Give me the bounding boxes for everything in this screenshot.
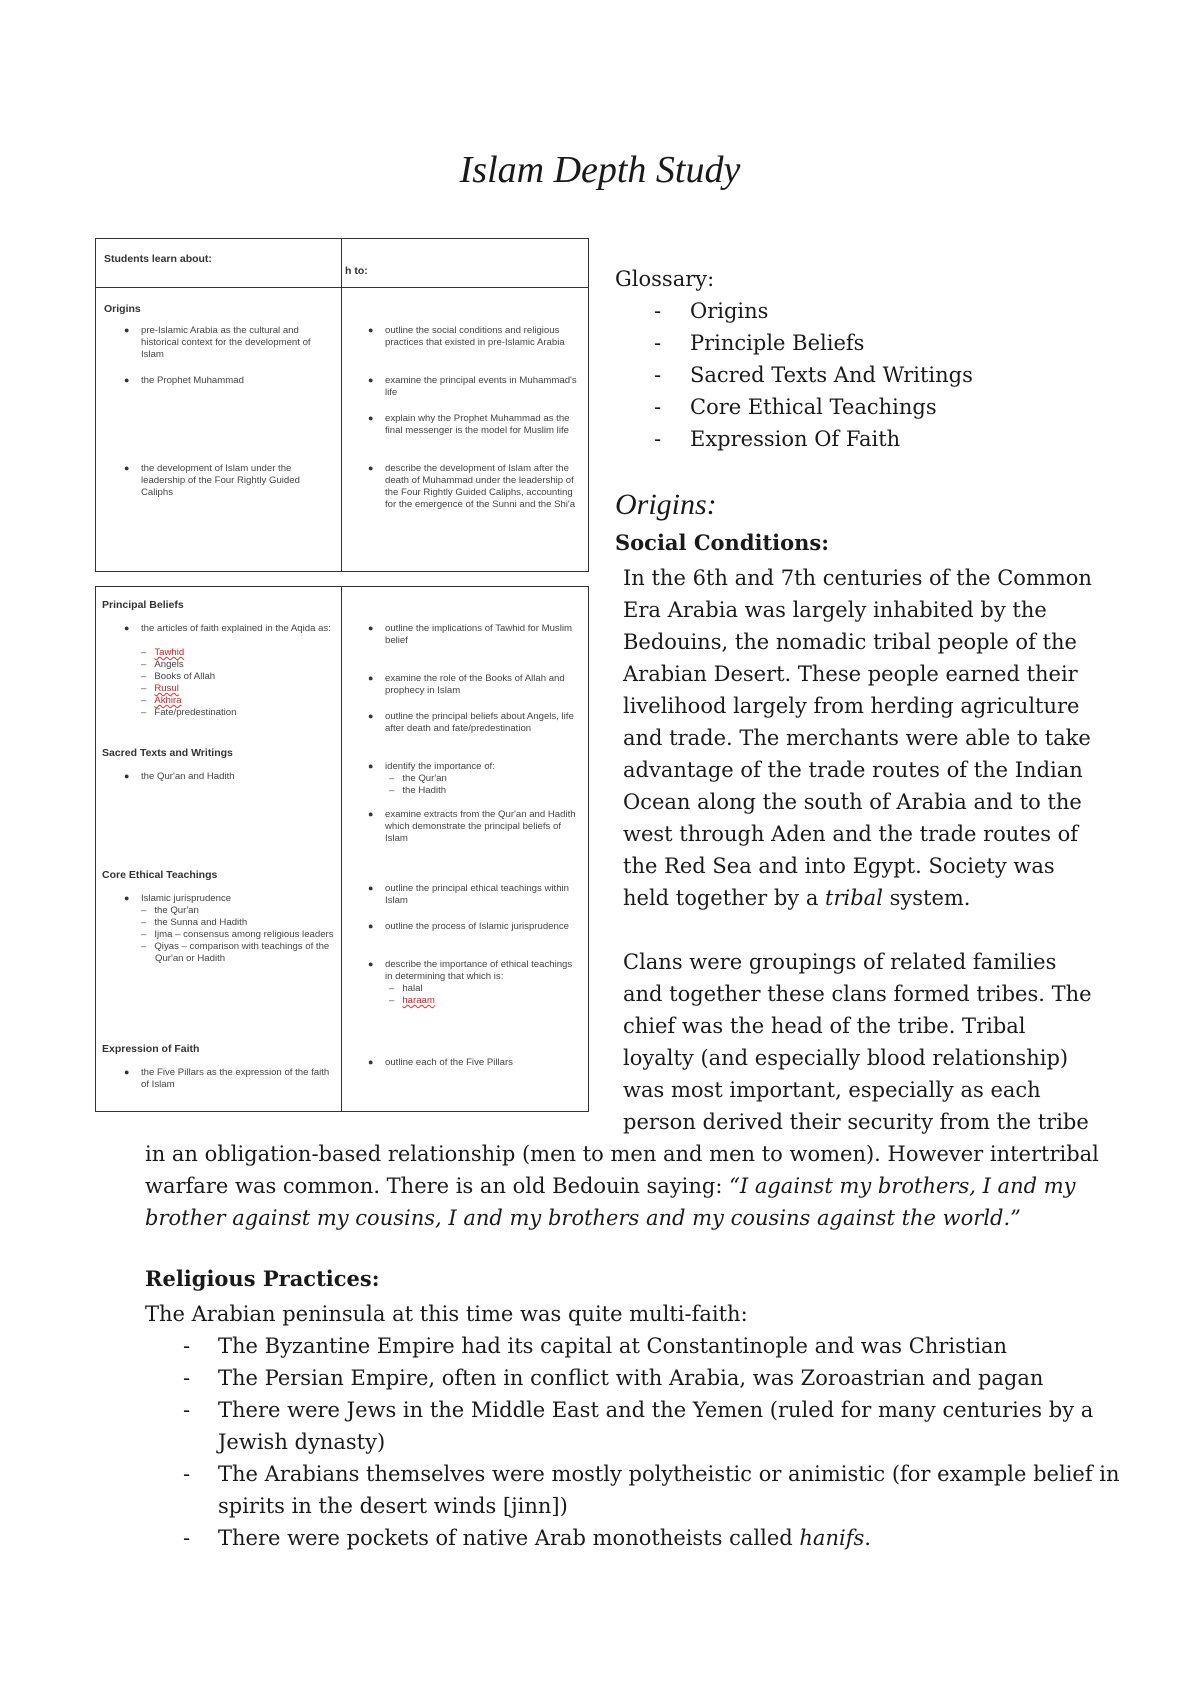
subheading-religious-practices: Religious Practices: [145,1266,380,1291]
syllabus-table-beliefs: Principal Beliefs ● the articles of faith explained in the Aqida as: – Tawhid – Angels – Books of Allah – Rusul – Akhira – Fate/predestination ● outline the implications of Tawhid for Muslim belief ● examine the role of the Books of Allah and prophecy in Islam ● outline the principal beliefs about Angels, life after death and fate/predestination Sacred Texts and Writings ● the Qur'an and Hadith ● identify the importance of: – the Qur'an – the Hadith ● examine extracts from the Qur'an and Hadith which demonstrate the principal beliefs of Islam Core Ethical Teachings ● Islamic jurisprudence – the Qur'an – the Sunna and Hadith – Ijma – consensus among religious leaders – Qiyas – comparison with teachings of the Qur'an or Hadith ● outline the principal ethical teachings within Islam ● outline the process of Islamic jurisprudence ● describe the importance of ethical teachings in determining that which is: – halal – haraam Expression of Faith ● the Five Pillars as the expression of the faith of Islam ● outline each of the Five Pillars [95,586,589,1112]
document-title: Islam Depth Study [459,149,741,191]
outcome-item: explain why the Prophet Muhammad as the final messenger is the model for Muslim life [385,413,570,436]
section-heading-origins: Origins: [615,488,717,521]
section-heading: Principal Beliefs [102,599,184,611]
glossary-item: Core Ethical Teachings [690,395,937,419]
outcome-item: outline the principal beliefs about Angels, life after death and fate/predestination [385,711,574,734]
sub-list: – halal – haraam [389,983,435,1006]
list-item: The Arabians themselves were mostly polytheistic or animistic (for example belief in [218,1462,1120,1486]
outcome-item: outline the social conditions and religious practices that existed in pre-Islamic Arabia [385,325,565,348]
list-item-cont: Jewish dynasty) [218,1430,386,1454]
section-heading-origins: Origins [104,303,141,315]
glossary-item: Origins [690,299,769,323]
learn-item: the Qur'an and Hadith [141,771,235,782]
learn-item: pre-Islamic Arabia as the cultural and historical context for the development of Islam [141,325,311,360]
learn-item: the articles of faith explained in the Aqida as: [141,623,331,634]
outcome-item: outline the principal ethical teachings within Islam [385,883,569,906]
outcome-item: examine extracts from the Qur'an and Hadith which demonstrate the principal beliefs of Islam [385,809,576,844]
list-item: There were Jews in the Middle East and the Yemen (ruled for many centuries by a [218,1398,1094,1422]
sub-list: – Tawhid – Angels – Books of Allah – Rusul – Akhira – Fate/predestination [141,647,237,718]
section-heading: Sacred Texts and Writings [102,747,233,759]
outcome-item: examine the role of the Books of Allah and prophecy in Islam [385,673,565,696]
learn-item: the development of Islam under the leadership of the Four Rightly Guided Caliphs [141,463,300,498]
religious-intro: The Arabian peninsula at this time was quite multi-faith: [145,1302,748,1326]
outcome-item: examine the principal events in Muhammad's life [385,375,577,398]
glossary-item: Expression Of Faith [690,427,901,451]
outcome-item: describe the importance of ethical teachings in determining that which is: [385,959,573,982]
list-item: The Persian Empire, often in conflict with Arabia, was Zoroastrian and pagan [218,1366,1044,1390]
section-heading: Core Ethical Teachings [102,869,218,881]
outcome-item: outline the process of Islamic jurisprudence [385,921,569,932]
outcome-item: outline each of the Five Pillars [385,1057,513,1068]
glossary-label: Glossary: [615,267,715,291]
glossary-item: Principle Beliefs [690,331,865,355]
sub-list: – the Qur'an – the Hadith [389,773,447,796]
list-item: There were pockets of native Arab monotheists called hanifs. [218,1526,871,1550]
subheading-social-conditions: Social Conditions: [615,530,830,555]
learn-item: the Five Pillars as the expression of the faith of Islam [141,1067,330,1090]
outcome-item: identify the importance of: [385,761,495,772]
learn-item: the Prophet Muhammad [141,375,244,386]
section-heading: Expression of Faith [102,1043,200,1055]
glossary-item: Sacred Texts And Writings [690,363,973,387]
table-header-left: Students learn about: [104,253,212,265]
outcome-item: describe the development of Islam after the death of Muhammad under the leadership of the Four Rightly Guided Caliphs, accounting for the emergence of the Sunni and the Shi'a [385,463,576,510]
sub-list: – the Qur'an – the Sunna and Hadith – Ijma – consensus among religious leaders – Qiyas – comparison with teachings of the Qur'an or Hadith [141,905,334,964]
learn-item: Islamic jurisprudence [141,893,232,904]
table-header-right: h to: [345,265,368,277]
outcome-item: outline the implications of Tawhid for Muslim belief [385,623,572,646]
list-item: The Byzantine Empire had its capital at Constantinople and was Christian [218,1334,1008,1358]
syllabus-table-origins: Students learn about: h to: Origins ● pre-Islamic Arabia as the cultural and historical context for the development of Islam ● the Prophet Muhammad ● the development of Islam under the leadership of the Four Rightly Guided Caliphs ● outline the social conditions and religious practices that existed in pre-Islamic Arabia ● examine the principal events in Muhammad's life ● explain why the Prophet Muhammad as the final messenger is the model for Muslim life ● describe the development of Islam after the death of Muhammad under the leadership of the Four Rightly Guided Caliphs, accounting for the emergence of the Sunni and the Shi'a [95,238,589,572]
list-item-cont: spirits in the desert winds [jinn]) [218,1494,568,1518]
